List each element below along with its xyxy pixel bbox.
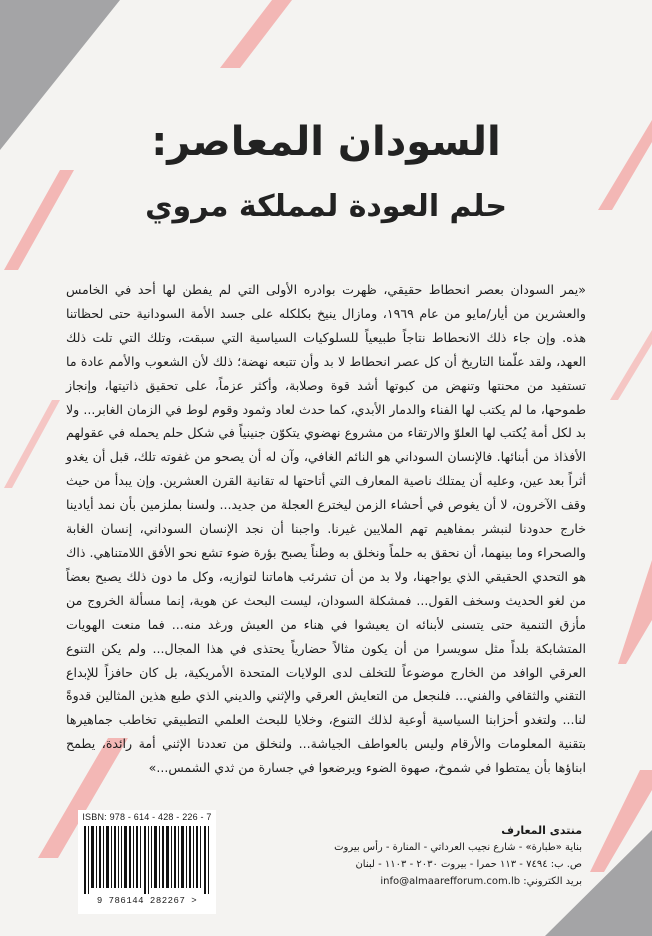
pink-stripe-top-right [220,0,292,68]
pink-stripe-right-3 [618,560,652,664]
publisher-phone: ص. ب: ٧٤٩٤ - ١١٣ حمرا - بيروت ٢٠٣٠ - ١١٠٣ - لبنان [355,859,582,870]
barcode-panel [78,810,216,914]
barcode-number: 9 786144 282267 > [96,896,198,906]
publisher-email[interactable]: info@almaarefforum.com.lb [380,876,521,887]
isbn-label: ISBN: 978 - 614 - 428 - 226 - 7 [82,812,212,822]
back-cover-blurb: «يمر السودان بعصر انحطاط حقيقي، ظهرت بوادره الأولى التي لم يفطن لها أحد في الخامس والعشرين من أيار/مايو من عام ١٩٦٩، ومازال ينيخ بكلكله على جسد الأمة السودانية حتى لحظاتنا هذه. وإن جاء ذلك الانحطاط نتاجاً طبيعياً للسلوكيات السياسية التي سبقت، وتلك التي تلت ذلك العهد، ولقد علّمنا التاريخ أن كل عصر انحطاط لا بد وأن تتبعه نهضة؛ ذلك لأن الشعوب والأمم عادة ما تستفيد من محنتها وتنهض من كبوتها أشد قوة وصلابة، وأكثر عزماً، على تحقيق ذاتيتها، وإنجاز طموحها، ما لم يكتب لها الفناء والدمار الأبدي، كما حدث لعاد وثمود وقوم لوط في الزمان الغابر... ولا بد لكل أمة يُكتب لها العلوّ والارتقاء من مشروع نهضوي يتكوّن جنينياً في شكل حلم يحمله في عقولهم الأفذاذ من أبنائها. فالإنسان السوداني هو النائم الغافي، وآن له أن يصحو من غفوته تلك، قبل أن يغدو أثراً بعد عين، وعليه أن يمتلك ناصية المعارف التي أتاحتها له تقانية القرن العشرين. وإن يبدأ من حيث وقف الآخرون، لا أن يغوص في أحشاء الزمن ليخترع العجلة من جديد... ولسنا بملزمين بأن نمد أيادينا خارج حدودنا لنبشر بمفاهيم تهم الملايين غيرنا. واجبنا أن نجد الإنسان السوداني، إنسان الغابة والصحراء وما بينهما، أن نحقق به حلماً ونخلق به وطناً يصبح بؤرة ضوء تشع نحو الأفق اللامتناهي. ذاك هو التحدي الحقيقي الذي يواجهنا، ولا بد من أن تشرئب هاماتنا لتوازيه، وكل ما دون ذلك يصبح بعضاً من لغو الحديث وسخف القول... فمشكلة السودان، ليست البحث عن هوية، إنما مسألة الخروج من مأزق التنمية حتى يتسنى لأبنائه ان يعيشوا في هناء من العيش ورغد منه... فما منعت الهويات المتشابكة بلداً مثل سويسرا من أن يكون مثالاً حضارياً يحتذى في هذا المجال... ولم يكن التنوع العرقي الوافد من الخارج موضوعاً للتخلف لدى الولايات المتحدة الأمريكية، بل كان حافزاً للإبداع التقني والثقافي والفني... فلنجعل من التعايش العرقي والإثني والديني الذي طبع هذين المثالين قدوةً لنا... ولتغدو أحزابنا السياسية أوعية لذلك التنوع، وخلايا للبحث العلمي التطبيقي تخاطب جماهيرها بتقنية المعلومات والأرقام وليس بالعواطف الجياشة... ولنخلق من تعددنا الإثني أمة رائدة، يطمح ابناؤها بأن يمتطوا في شموخ، صهوة الضوء ويرضعوا في جسارة من ثدي الشمس...» [66,282,587,776]
book-title: السودان المعاصر: [151,119,501,165]
publisher-email-line [262,873,582,890]
barcode-icon [82,826,212,894]
publisher-name: منتدى المعارف [501,824,582,837]
pink-stripe-left-2 [4,400,60,488]
book-subtitle: حلم العودة لمملكة مروي [145,189,507,224]
publisher-address: بناية «طبارة» - شارع نجيب العرداتي - المنارة - رأس بيروت [334,842,582,853]
pink-stripe-right-2 [610,330,652,400]
publisher-info [262,822,582,890]
publisher-email-label: بريد الكتروني: [523,876,582,887]
